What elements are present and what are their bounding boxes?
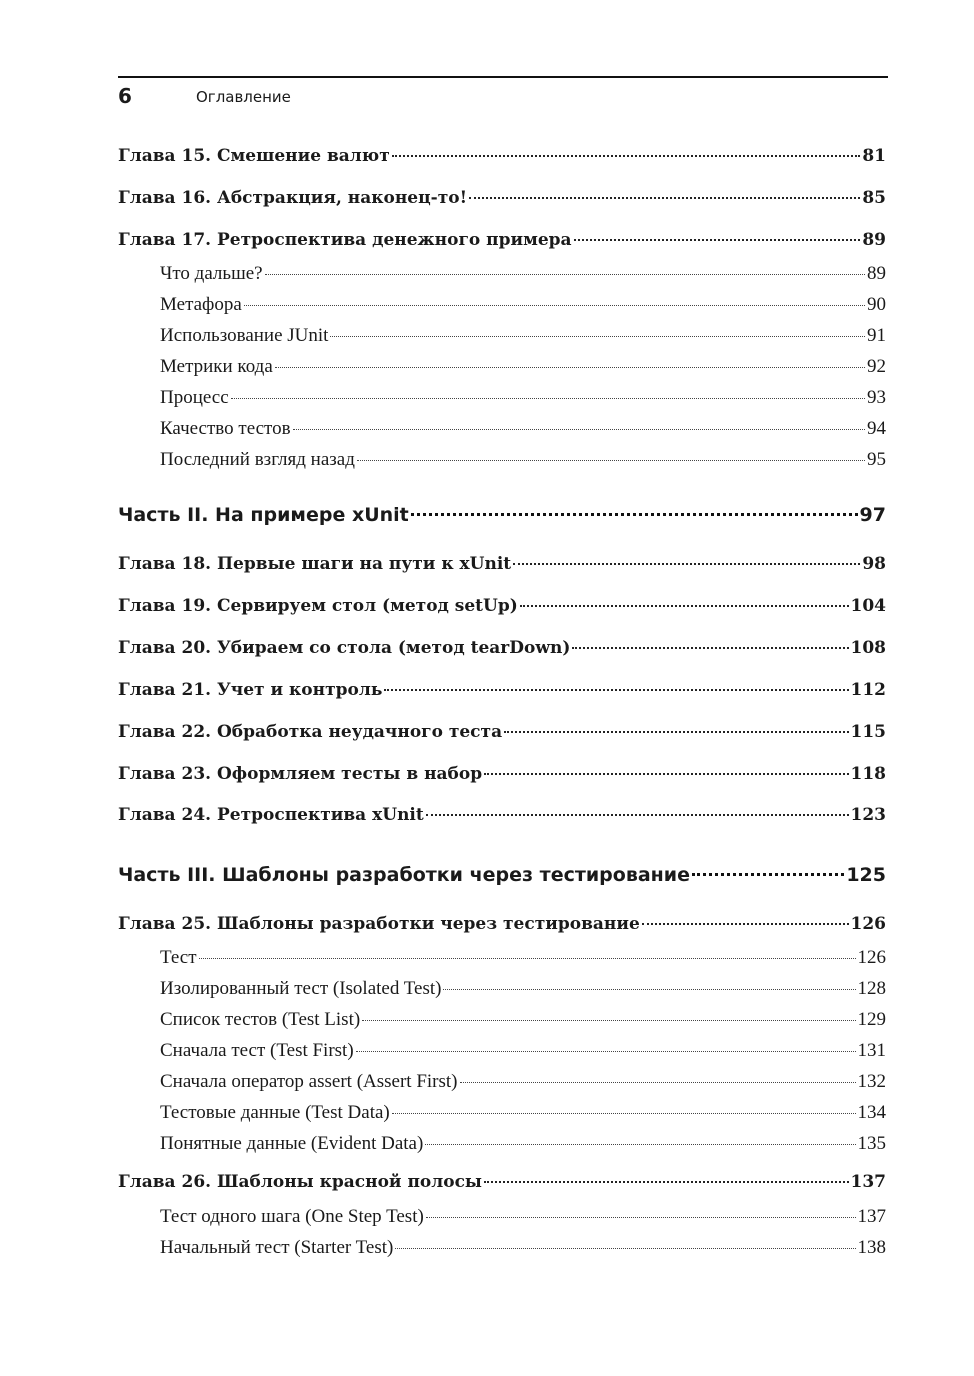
dot-leader bbox=[199, 957, 856, 959]
toc-chapter-entry bbox=[118, 188, 886, 208]
toc-entry-page-number: 98 bbox=[862, 554, 886, 574]
dot-leader bbox=[357, 459, 865, 461]
toc-section-entry bbox=[118, 1071, 886, 1093]
toc-entry-page-number: 125 bbox=[846, 864, 886, 886]
toc-entry-page-number: 81 bbox=[862, 146, 886, 166]
toc-chapter-entry bbox=[118, 230, 886, 250]
toc-section-entry bbox=[118, 356, 886, 378]
toc-entry-page-number: 123 bbox=[850, 805, 886, 825]
toc-entry-title: Сначала тест (Test First) bbox=[160, 1040, 354, 1061]
toc-entry-title: Список тестов (Test List) bbox=[160, 1009, 361, 1030]
toc-entry-page-number: 134 bbox=[857, 1102, 886, 1123]
dot-leader bbox=[392, 154, 861, 157]
toc-chapter-entry bbox=[118, 1172, 886, 1192]
toc-section-entry bbox=[118, 294, 886, 316]
toc-entry-page-number: 137 bbox=[850, 1172, 886, 1192]
toc-entry-title: Глава 21. Учет и контроль bbox=[118, 680, 383, 700]
toc-entry-title: Изолированный тест (Isolated Test) bbox=[160, 978, 442, 999]
toc-section-entry bbox=[118, 418, 886, 440]
toc-chapter-entry bbox=[118, 914, 886, 934]
toc-entry-page-number: 135 bbox=[857, 1133, 886, 1154]
page-header bbox=[118, 78, 888, 108]
toc-section-entry bbox=[118, 387, 886, 409]
dot-leader bbox=[574, 238, 861, 241]
toc-entry-title: Метрики кода bbox=[160, 356, 273, 377]
running-title: Оглавление bbox=[196, 88, 291, 106]
toc-entry-title: Глава 23. Оформляем тесты в набор bbox=[118, 764, 483, 784]
dot-leader bbox=[411, 512, 858, 516]
dot-leader bbox=[469, 196, 860, 199]
dot-leader bbox=[244, 304, 865, 306]
toc-part-entry bbox=[118, 864, 886, 886]
dot-leader bbox=[484, 772, 848, 775]
toc-section-entry bbox=[118, 1040, 886, 1062]
toc-entry-title: Тестовые данные (Test Data) bbox=[160, 1102, 390, 1123]
toc-entry-page-number: 118 bbox=[850, 764, 886, 784]
toc-entry-page-number: 132 bbox=[857, 1071, 886, 1092]
dot-leader bbox=[692, 872, 844, 876]
dot-leader bbox=[384, 688, 848, 691]
dot-leader bbox=[426, 813, 849, 816]
toc-entry-page-number: 104 bbox=[850, 596, 886, 616]
toc-entry-title: Качество тестов bbox=[160, 418, 291, 439]
toc-section-entry bbox=[118, 1009, 886, 1031]
toc-entry-title: Что дальше? bbox=[160, 263, 263, 284]
toc-entry-page-number: 137 bbox=[857, 1206, 886, 1227]
dot-leader bbox=[520, 604, 849, 607]
toc-entry-page-number: 89 bbox=[862, 230, 886, 250]
toc-entry-page-number: 85 bbox=[862, 188, 886, 208]
toc-chapter-entry bbox=[118, 680, 886, 700]
toc-entry-page-number: 126 bbox=[850, 914, 886, 934]
toc-chapter-entry bbox=[118, 805, 886, 825]
dot-leader bbox=[362, 1019, 855, 1021]
toc-section-entry bbox=[118, 947, 886, 969]
toc-entry-title: Глава 16. Абстракция, наконец-то! bbox=[118, 188, 468, 208]
dot-leader bbox=[392, 1112, 856, 1114]
toc-section-entry bbox=[118, 1133, 886, 1155]
toc-entry-title: Метафора bbox=[160, 294, 242, 315]
toc-entry-page-number: 95 bbox=[867, 449, 886, 470]
dot-leader bbox=[356, 1050, 856, 1052]
toc-entry-title: Сначала оператор assert (Assert First) bbox=[160, 1071, 458, 1092]
toc-entry-title: Тест одного шага (One Step Test) bbox=[160, 1206, 424, 1227]
toc-entry-title: Глава 18. Первые шаги на пути к xUnit bbox=[118, 554, 512, 574]
toc-entry-page-number: 138 bbox=[857, 1237, 886, 1258]
toc-section-entry bbox=[118, 1206, 886, 1228]
toc-entry-title: Глава 20. Убираем со стола (метод tearDown) bbox=[118, 638, 571, 658]
toc-chapter-entry bbox=[118, 554, 886, 574]
dot-leader bbox=[484, 1180, 849, 1183]
dot-leader bbox=[642, 922, 849, 925]
toc-entry-page-number: 128 bbox=[857, 978, 886, 999]
dot-leader bbox=[443, 988, 855, 990]
toc-entry-title: Глава 22. Обработка неудачного теста bbox=[118, 722, 503, 742]
toc-section-entry bbox=[118, 263, 886, 285]
toc-entry-title: Часть II. На примере xUnit bbox=[118, 504, 409, 526]
toc-entry-title: Глава 15. Смешение валют bbox=[118, 146, 390, 166]
toc-entry-title: Последний взгляд назад bbox=[160, 449, 355, 470]
dot-leader bbox=[293, 428, 865, 430]
dot-leader bbox=[572, 646, 848, 649]
toc-entry-page-number: 90 bbox=[867, 294, 886, 315]
dot-leader bbox=[513, 562, 860, 565]
toc-entry-title: Часть III. Шаблоны разработки через тестирование bbox=[118, 864, 690, 886]
toc-chapter-entry bbox=[118, 596, 886, 616]
toc-entry-page-number: 97 bbox=[859, 504, 886, 526]
toc-chapter-entry bbox=[118, 638, 886, 658]
toc-entry-title: Глава 25. Шаблоны разработки через тестирование bbox=[118, 914, 640, 934]
toc-entry-page-number: 108 bbox=[850, 638, 886, 658]
dot-leader bbox=[504, 730, 848, 733]
toc-chapter-entry bbox=[118, 722, 886, 742]
toc-entry-page-number: 129 bbox=[857, 1009, 886, 1030]
toc-section-entry bbox=[118, 325, 886, 347]
toc-entry-page-number: 115 bbox=[850, 722, 886, 742]
toc-entry-page-number: 92 bbox=[867, 356, 886, 377]
toc-entry-title: Глава 19. Сервируем стол (метод setUp) bbox=[118, 596, 518, 616]
toc-entry-title: Тест bbox=[160, 947, 197, 968]
page-number: 6 bbox=[118, 84, 132, 108]
dot-leader bbox=[330, 335, 865, 337]
dot-leader bbox=[395, 1247, 855, 1249]
dot-leader bbox=[460, 1081, 856, 1083]
toc-entry-title: Глава 17. Ретроспектива денежного примера bbox=[118, 230, 572, 250]
toc-entry-title: Начальный тест (Starter Test) bbox=[160, 1237, 394, 1258]
dot-leader bbox=[426, 1216, 856, 1218]
toc-entry-title: Использование JUnit bbox=[160, 325, 329, 346]
toc-entry-title: Глава 26. Шаблоны красной полосы bbox=[118, 1172, 482, 1192]
toc-section-entry bbox=[118, 978, 886, 1000]
toc-chapter-entry bbox=[118, 764, 886, 784]
dot-leader bbox=[275, 366, 865, 368]
toc-part-entry bbox=[118, 504, 886, 526]
toc-entry-page-number: 91 bbox=[867, 325, 886, 346]
toc-chapter-entry bbox=[118, 146, 886, 166]
toc-section-entry bbox=[118, 1237, 886, 1259]
toc-entry-page-number: 93 bbox=[867, 387, 886, 408]
dot-leader bbox=[265, 273, 865, 275]
toc-entry-page-number: 126 bbox=[857, 947, 886, 968]
toc-entry-page-number: 89 bbox=[867, 263, 886, 284]
toc-entry-page-number: 94 bbox=[867, 418, 886, 439]
toc-entry-title: Процесс bbox=[160, 387, 229, 408]
toc-entry-page-number: 112 bbox=[850, 680, 886, 700]
toc-entry-page-number: 131 bbox=[857, 1040, 886, 1061]
toc-section-entry bbox=[118, 1102, 886, 1124]
dot-leader bbox=[231, 397, 865, 399]
toc-section-entry bbox=[118, 449, 886, 471]
dot-leader bbox=[425, 1143, 855, 1145]
toc-entry-title: Глава 24. Ретроспектива xUnit bbox=[118, 805, 424, 825]
toc-entry-title: Понятные данные (Evident Data) bbox=[160, 1133, 424, 1154]
